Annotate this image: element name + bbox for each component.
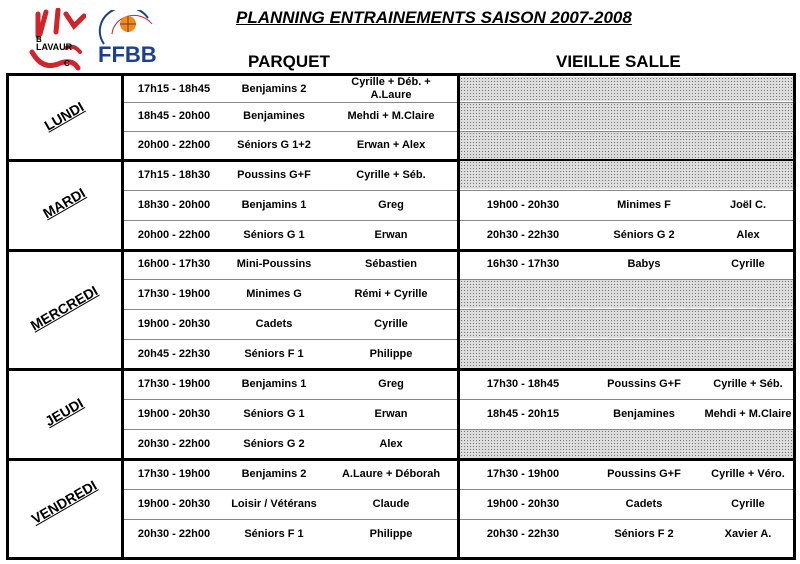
time-cell: 19h00 - 20h30 <box>137 497 211 510</box>
coach-cell: Greg <box>378 377 404 390</box>
group-cell: Poussins G+F <box>607 377 681 390</box>
coach-cell: Cyrille <box>731 258 765 270</box>
coach-cell: Cyrille + Déb. + A.Laure <box>351 76 431 101</box>
group-cell: Séniors F 1 <box>244 347 304 360</box>
coach-cell: Erwan <box>374 228 408 241</box>
group-cell: Benjamines <box>613 407 675 420</box>
coach-cell: Mehdi + M.Claire <box>347 110 435 122</box>
group-cell: Séniors F 1 <box>244 527 304 540</box>
group-cell: Séniors G 1 <box>243 407 305 420</box>
time-cell: 20h00 - 22h00 <box>137 139 211 151</box>
coach-cell: Rémi + Cyrille <box>354 287 428 300</box>
time-cell: 17h30 - 19h00 <box>486 467 560 480</box>
group-cell: Benjamins 2 <box>241 82 307 95</box>
group-cell: Séniors G 2 <box>613 228 675 241</box>
coach-cell: Greg <box>378 198 404 211</box>
time-cell: 17h30 - 19h00 <box>137 467 211 480</box>
time-cell: 20h30 - 22h00 <box>137 527 211 540</box>
time-cell: 18h45 - 20h15 <box>486 407 560 420</box>
time-cell: 20h45 - 22h30 <box>137 347 211 360</box>
group-cell: Cadets <box>625 497 663 510</box>
time-cell: 17h30 - 19h00 <box>137 377 211 390</box>
unused-slot <box>460 430 793 458</box>
group-cell: Mini-Poussins <box>236 258 312 270</box>
time-cell: 17h30 - 19h00 <box>137 287 211 300</box>
section-vieille-salle: VIEILLE SALLE <box>556 52 681 71</box>
time-cell: 19h00 - 20h30 <box>486 198 560 211</box>
coach-cell: Alex <box>379 437 403 450</box>
club-logo <box>28 8 86 72</box>
unused-slot <box>460 310 793 338</box>
unused-slot <box>460 77 793 101</box>
group-cell: Séniors G 1 <box>243 228 305 241</box>
group-cell: Benjamins 1 <box>241 377 307 390</box>
coach-cell: Xavier A. <box>724 527 772 540</box>
coach-cell: Cyrille + Séb. <box>713 377 783 390</box>
coach-cell: Cyrille <box>731 497 765 510</box>
time-cell: 19h00 - 20h30 <box>486 497 560 510</box>
venue-divider <box>457 73 460 560</box>
club-logo-letter-c: C <box>64 59 70 68</box>
coach-cell: Erwan <box>374 407 408 420</box>
day-label: VENDREDI <box>28 476 100 528</box>
time-cell: 16h00 - 17h30 <box>137 258 211 270</box>
unused-slot <box>460 280 793 308</box>
group-cell: Poussins G+F <box>607 467 681 480</box>
section-parquet: PARQUET <box>248 52 330 71</box>
group-cell: Cadets <box>255 317 293 330</box>
coach-cell: Philippe <box>369 527 413 540</box>
group-cell: Minimes F <box>617 198 671 211</box>
day-column-divider <box>121 73 124 560</box>
page-title: PLANNING ENTRAINEMENTS SAISON 2007-2008 <box>236 8 632 27</box>
day-label: MARDI <box>40 184 88 222</box>
time-cell: 20h00 - 22h00 <box>137 228 211 241</box>
coach-cell: Joël C. <box>729 198 767 211</box>
time-cell: 17h15 - 18h30 <box>137 168 211 181</box>
group-cell: Séniors G 2 <box>243 437 305 450</box>
coach-cell: Sébastien <box>365 258 417 270</box>
unused-slot <box>460 340 793 368</box>
coach-cell: Philippe <box>369 347 413 360</box>
coach-cell: Cyrille + Véro. <box>711 467 785 480</box>
coach-cell: Claude <box>372 497 410 510</box>
unused-slot <box>460 161 793 189</box>
time-cell: 18h30 - 20h00 <box>137 198 211 211</box>
group-cell: Séniors G 1+2 <box>237 139 311 151</box>
coach-cell: Cyrille + Séb. <box>356 168 426 181</box>
time-cell: 20h30 - 22h30 <box>486 228 560 241</box>
club-logo-name: LAVAUR <box>36 42 73 52</box>
day-label: MERCREDI <box>27 281 101 334</box>
group-cell: Babys <box>627 258 661 270</box>
group-cell: Minimes G <box>246 287 302 300</box>
group-cell: Séniors F 2 <box>614 527 674 540</box>
time-cell: 19h00 - 20h30 <box>137 407 211 420</box>
time-cell: 20h30 - 22h00 <box>137 437 211 450</box>
group-cell: Loisir / Vétérans <box>231 497 317 510</box>
club-logo-letter-b: B <box>36 35 42 44</box>
time-cell: 16h30 - 17h30 <box>486 258 560 270</box>
unused-slot <box>460 132 793 159</box>
coach-cell: Mehdi + M.Claire <box>704 407 792 420</box>
group-cell: Poussins G+F <box>237 168 311 181</box>
day-label: JEUDI <box>42 394 86 430</box>
day-label: LUNDI <box>41 98 87 134</box>
time-cell: 18h45 - 20h00 <box>137 110 211 122</box>
time-cell: 17h15 - 18h45 <box>137 82 211 95</box>
group-cell: Benjamins 2 <box>241 467 307 480</box>
coach-cell: Alex <box>736 228 760 241</box>
time-cell: 20h30 - 22h30 <box>486 527 560 540</box>
time-cell: 17h30 - 18h45 <box>486 377 560 390</box>
coach-cell: A.Laure + Déborah <box>341 467 441 480</box>
coach-cell: Erwan + Alex <box>356 139 426 151</box>
coach-cell: Cyrille <box>374 317 408 330</box>
ffbb-logo-text: FFBB <box>98 42 157 67</box>
group-cell: Benjamins 1 <box>241 198 307 211</box>
ffbb-logo <box>92 10 162 70</box>
time-cell: 19h00 - 20h30 <box>137 317 211 330</box>
group-cell: Benjamines <box>243 110 305 122</box>
unused-slot <box>460 103 793 130</box>
